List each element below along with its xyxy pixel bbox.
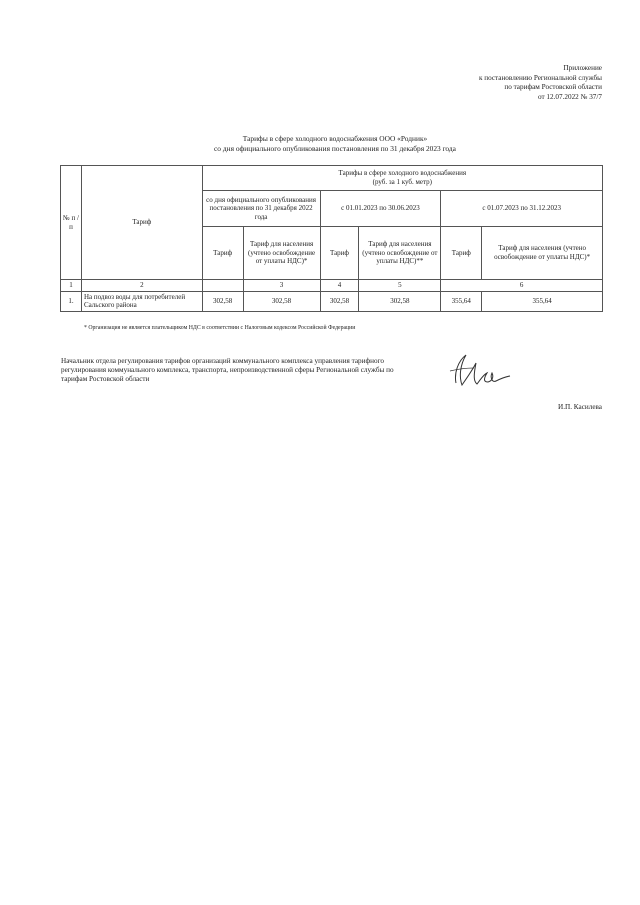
row-value: 302,58 [243,291,320,311]
header-group [202,166,602,191]
header-group-title: Тарифы в сфере холодного водоснабжения [338,169,467,178]
tariff-table [60,165,603,312]
appendix-line-2: к постановлению Региональной службы [478,73,602,82]
header-tariff: Тариф [81,166,202,280]
index-cell: 3 [243,280,320,292]
column-index-row [61,280,603,292]
row-value: 302,58 [320,291,359,311]
table-row [61,291,603,311]
signer-name: И.П. Касилева [558,403,602,411]
row-name: На подвоз воды для потребителей Сальского района [81,291,202,311]
index-cell: 1 [61,280,82,292]
subheader-tariff-1: Тариф [202,227,243,280]
subheader-population-1: Тариф для населения (учтено освобождение от уплаты НДС)* [243,227,320,280]
handwritten-signature [446,349,512,391]
index-cell: 5 [359,280,441,292]
header-period-1: со дня официального опубликования постановления по 31 декабря 2022 года [202,191,320,227]
subheader-population-2: Тариф для населения (учтено освобождение от уплаты НДС)** [359,227,441,280]
subheader-population-3: Тариф для населения (учтено освобождение от уплаты НДС)* [482,227,603,280]
appendix-header [479,64,602,102]
row-value: 355,64 [482,291,603,311]
index-cell: 2 [81,280,202,292]
index-cell [202,280,243,292]
signer-position: Начальник отдела регулирования тарифов организаций коммунального комплекса управления тарифного регулирования коммунального комплекса, транспорта, непроизводственной сферы Региональной службы по тарифам Ростовской области [61,357,394,384]
header-period-2: с 01.01.2023 по 30.06.2023 [320,191,441,227]
row-number: 1. [61,291,82,311]
appendix-line-1: Приложение [563,64,602,72]
footnote: * Организация не является плательщиком НДС в соответствии с Налоговым кодексом Российской Федерации [84,325,356,331]
row-value: 302,58 [359,291,441,311]
header-number: № п /п [61,166,82,280]
index-cell: 6 [441,280,603,292]
title-line-2: со дня официального опубликования постановления по 31 декабря 2023 года [214,143,456,153]
subheader-tariff-3: Тариф [441,227,482,280]
title-line-1: Тарифы в сфере холодного водоснабжения ООО «Родник» [242,134,428,143]
header-group-unit: (руб. за 1 куб. метр) [372,178,433,186]
row-value: 355,64 [441,291,482,311]
header-period-3: с 01.07.2023 по 31.12.2023 [441,191,603,227]
row-value: 302,58 [202,291,243,311]
appendix-line-4: от 12.07.2022 № 37/7 [537,92,602,101]
document-title [60,134,610,153]
subheader-tariff-2: Тариф [320,227,359,280]
index-cell: 4 [320,280,359,292]
appendix-line-3: по тарифам Ростовской области [504,83,602,92]
